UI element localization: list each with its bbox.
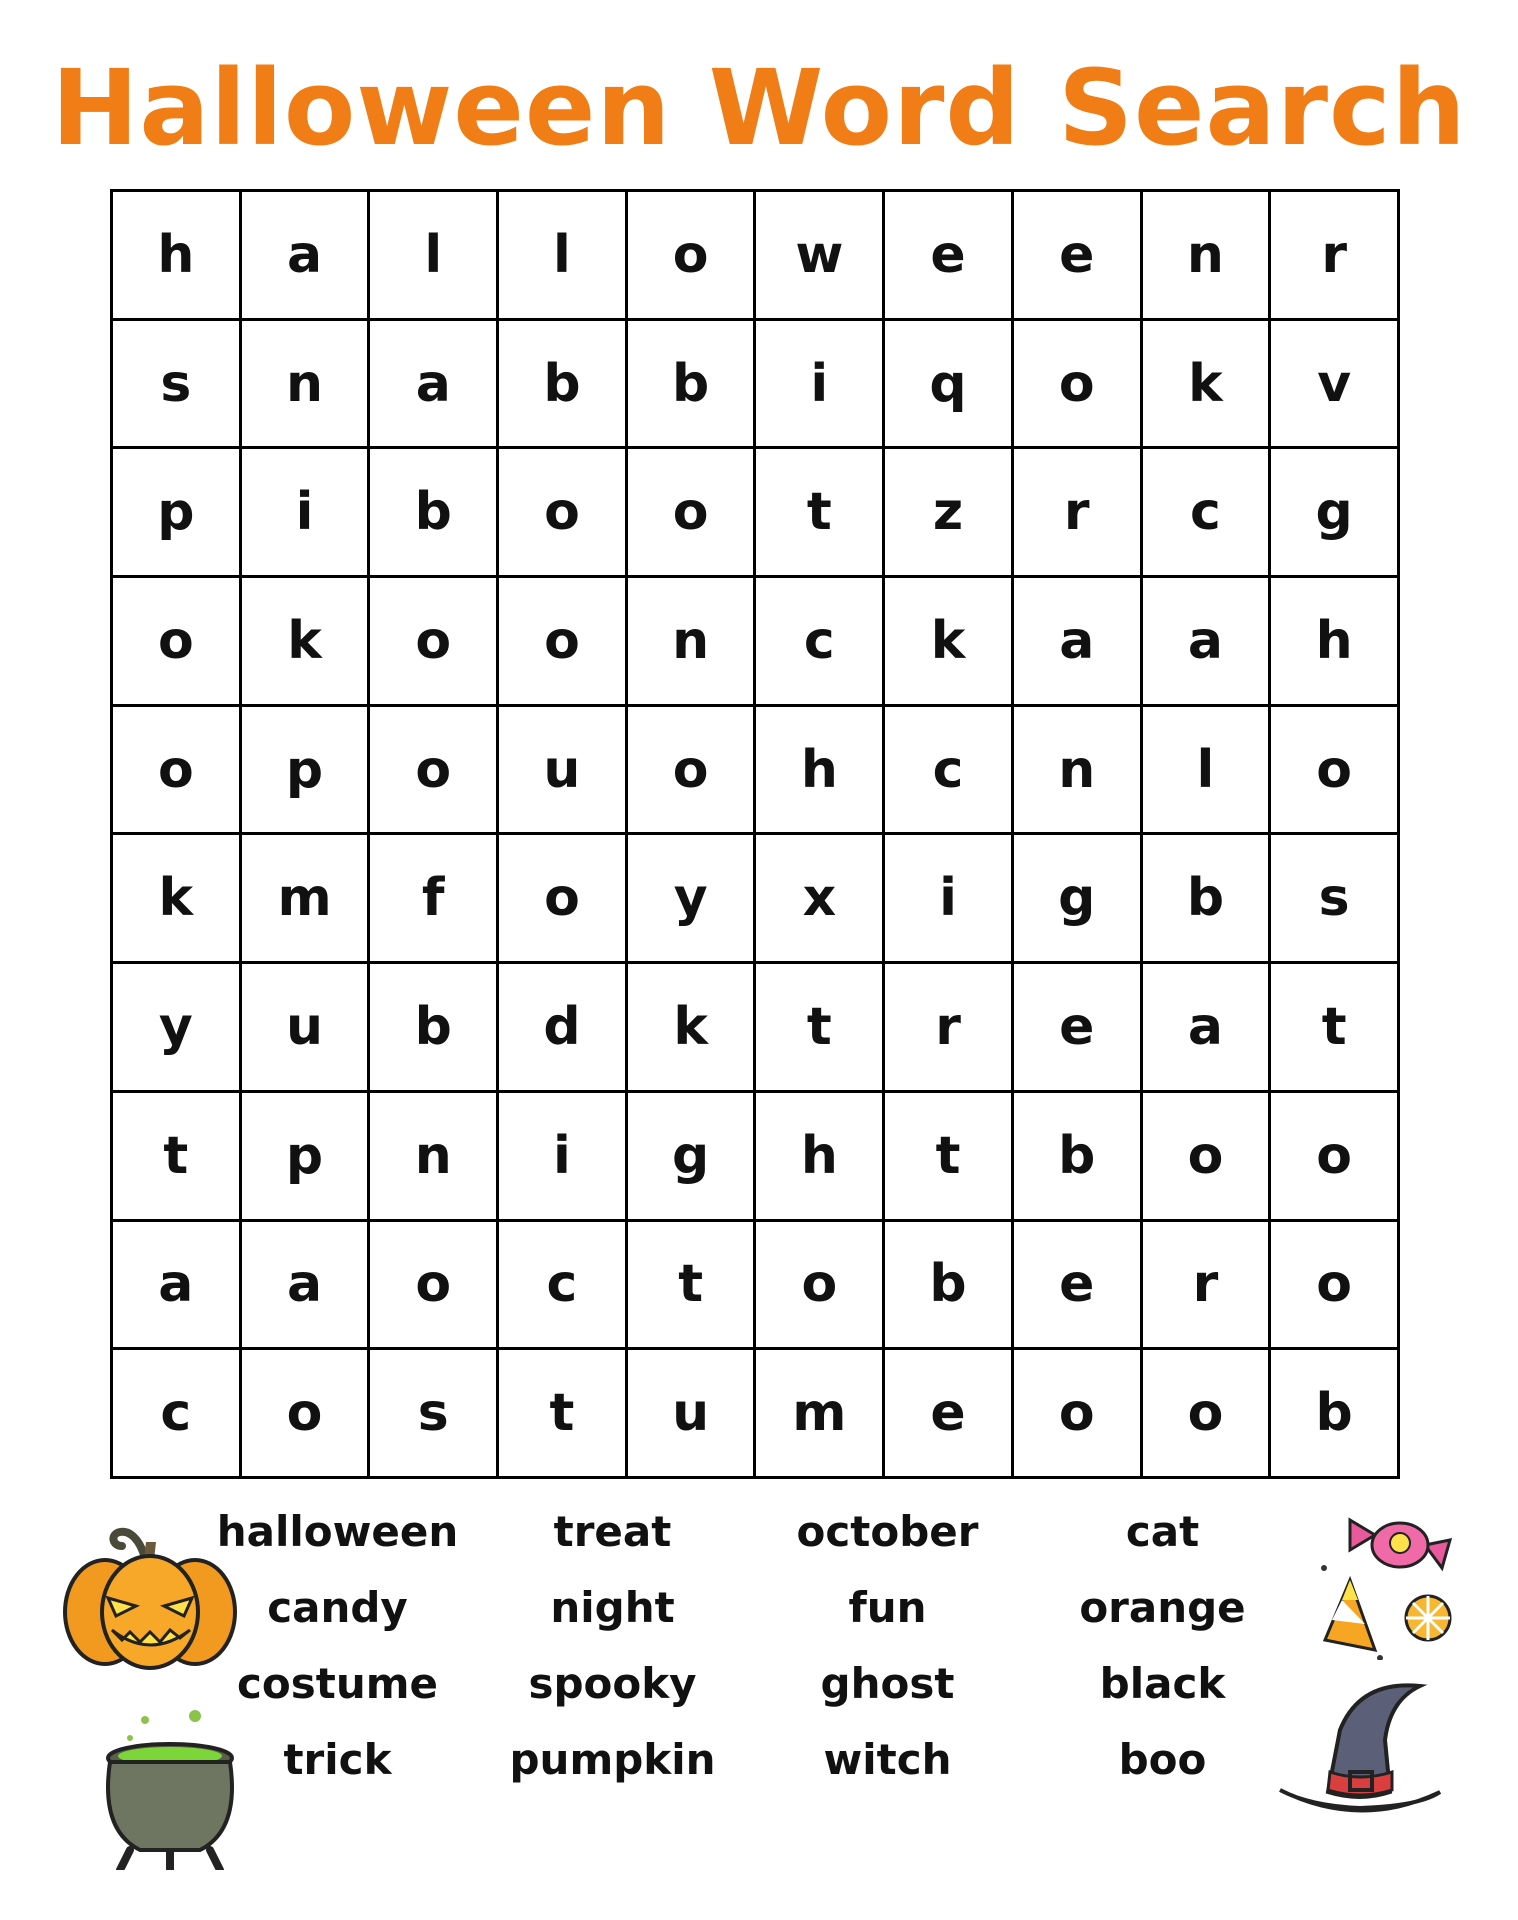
grid-cell[interactable]: t xyxy=(756,449,882,575)
grid-cell[interactable]: t xyxy=(756,964,882,1090)
grid-cell[interactable]: q xyxy=(885,321,1011,447)
grid-cell[interactable]: k xyxy=(113,835,239,961)
grid-cell[interactable]: o xyxy=(370,707,496,833)
grid-cell[interactable]: e xyxy=(1014,964,1140,1090)
grid-cell[interactable]: h xyxy=(113,192,239,318)
word-list-item: halloween xyxy=(216,1507,459,1556)
grid-cell[interactable]: h xyxy=(1271,578,1397,704)
word-list-item: orange xyxy=(1079,1583,1246,1632)
word-list-item: night xyxy=(550,1583,675,1632)
grid-cell[interactable]: b xyxy=(499,321,625,447)
grid-cell[interactable]: o xyxy=(242,1350,368,1476)
grid-cell[interactable]: w xyxy=(756,192,882,318)
grid-cell[interactable]: k xyxy=(1143,321,1269,447)
grid-cell[interactable]: a xyxy=(370,321,496,447)
grid-cell[interactable]: k xyxy=(628,964,754,1090)
grid-cell[interactable]: b xyxy=(1014,1093,1140,1219)
grid-cell[interactable]: a xyxy=(242,192,368,318)
word-list-item: ghost xyxy=(820,1659,955,1708)
grid-cell[interactable]: c xyxy=(113,1350,239,1476)
grid-cell[interactable]: n xyxy=(628,578,754,704)
grid-cell[interactable]: e xyxy=(1014,1222,1140,1348)
grid-cell[interactable]: o xyxy=(756,1222,882,1348)
grid-cell[interactable]: l xyxy=(370,192,496,318)
grid-cell[interactable]: x xyxy=(756,835,882,961)
grid-cell[interactable]: b xyxy=(370,449,496,575)
grid-cell[interactable]: p xyxy=(242,1093,368,1219)
word-list-item: black xyxy=(1099,1659,1226,1708)
grid-cell[interactable]: r xyxy=(1271,192,1397,318)
grid-cell[interactable]: t xyxy=(885,1093,1011,1219)
grid-cell[interactable]: k xyxy=(885,578,1011,704)
grid-cell[interactable]: c xyxy=(499,1222,625,1348)
grid-cell[interactable]: o xyxy=(499,835,625,961)
grid-cell[interactable]: c xyxy=(885,707,1011,833)
grid-cell[interactable]: t xyxy=(1271,964,1397,1090)
grid-cell[interactable]: u xyxy=(242,964,368,1090)
grid-cell[interactable]: b xyxy=(885,1222,1011,1348)
grid-cell[interactable]: o xyxy=(499,578,625,704)
word-list xyxy=(200,1505,1300,1787)
witch-hat-icon xyxy=(1270,1680,1450,1830)
grid-cell[interactable]: e xyxy=(885,1350,1011,1476)
grid-cell[interactable]: o xyxy=(1271,707,1397,833)
grid-cell[interactable]: s xyxy=(113,321,239,447)
grid-cell[interactable]: l xyxy=(1143,707,1269,833)
grid-cell[interactable]: c xyxy=(756,578,882,704)
grid-cell[interactable]: b xyxy=(1271,1350,1397,1476)
grid-cell[interactable]: a xyxy=(113,1222,239,1348)
word-list-item: pumpkin xyxy=(509,1735,716,1784)
grid-cell[interactable]: i xyxy=(242,449,368,575)
grid-cell[interactable]: g xyxy=(628,1093,754,1219)
grid-cell[interactable]: p xyxy=(242,707,368,833)
grid-cell[interactable]: r xyxy=(885,964,1011,1090)
grid-cell[interactable]: b xyxy=(1143,835,1269,961)
word-list-item: cat xyxy=(1125,1507,1200,1556)
word-list-item: witch xyxy=(823,1735,952,1784)
grid-cell[interactable]: n xyxy=(242,321,368,447)
grid-cell[interactable]: s xyxy=(1271,835,1397,961)
grid-cell[interactable]: o xyxy=(113,578,239,704)
grid-cell[interactable]: t xyxy=(113,1093,239,1219)
grid-cell[interactable]: h xyxy=(756,1093,882,1219)
grid-cell[interactable]: o xyxy=(1271,1222,1397,1348)
grid-cell[interactable]: g xyxy=(1271,449,1397,575)
grid-cell[interactable]: o xyxy=(628,707,754,833)
grid-cell[interactable]: o xyxy=(1014,321,1140,447)
grid-cell[interactable]: r xyxy=(1143,1222,1269,1348)
grid-cell[interactable]: f xyxy=(370,835,496,961)
grid-cell[interactable]: o xyxy=(499,449,625,575)
grid-cell[interactable]: t xyxy=(628,1222,754,1348)
grid-cell[interactable]: p xyxy=(113,449,239,575)
word-list-item: october xyxy=(796,1507,979,1556)
grid-cell[interactable]: a xyxy=(1143,964,1269,1090)
grid-cell[interactable]: u xyxy=(628,1350,754,1476)
word-list-item: fun xyxy=(848,1583,927,1632)
grid-cell[interactable]: b xyxy=(370,964,496,1090)
grid-cell[interactable]: o xyxy=(628,192,754,318)
grid-cell[interactable]: o xyxy=(370,1222,496,1348)
grid-cell[interactable]: u xyxy=(499,707,625,833)
grid-cell[interactable]: n xyxy=(1143,192,1269,318)
candy-icon xyxy=(1320,1500,1470,1660)
word-list-item: treat xyxy=(553,1507,672,1556)
grid-cell[interactable]: l xyxy=(499,192,625,318)
grid-cell[interactable]: m xyxy=(756,1350,882,1476)
grid-cell[interactable]: o xyxy=(628,449,754,575)
word-list-item: spooky xyxy=(528,1659,697,1708)
grid-cell[interactable]: o xyxy=(1271,1093,1397,1219)
grid-cell[interactable]: s xyxy=(370,1350,496,1476)
grid-cell[interactable]: a xyxy=(242,1222,368,1348)
word-list-item: costume xyxy=(237,1659,438,1708)
grid-cell[interactable]: t xyxy=(499,1350,625,1476)
grid-cell[interactable]: i xyxy=(756,321,882,447)
grid-cell[interactable]: n xyxy=(370,1093,496,1219)
grid-cell[interactable]: d xyxy=(499,964,625,1090)
grid-cell[interactable]: o xyxy=(1143,1350,1269,1476)
grid-cell[interactable]: i xyxy=(885,835,1011,961)
cauldron-icon xyxy=(100,1710,250,1870)
grid-cell[interactable]: m xyxy=(242,835,368,961)
word-list-item: trick xyxy=(283,1735,392,1784)
grid-cell[interactable]: o xyxy=(1143,1093,1269,1219)
grid-cell[interactable]: g xyxy=(1014,835,1140,961)
page-title: Halloween Word Search xyxy=(51,47,1467,169)
grid-cell[interactable]: e xyxy=(885,192,1011,318)
grid-cell[interactable]: o xyxy=(113,707,239,833)
grid-cell[interactable]: k xyxy=(242,578,368,704)
grid-cell[interactable]: a xyxy=(1014,578,1140,704)
grid-cell[interactable]: n xyxy=(1014,707,1140,833)
pumpkin-icon xyxy=(60,1520,240,1680)
word-list-item: candy xyxy=(267,1583,408,1632)
grid-cell[interactable]: z xyxy=(885,449,1011,575)
grid-cell[interactable]: y xyxy=(628,835,754,961)
grid-cell[interactable]: r xyxy=(1014,449,1140,575)
grid-cell[interactable]: v xyxy=(1271,321,1397,447)
word-list-item: boo xyxy=(1118,1735,1207,1784)
grid-cell[interactable]: a xyxy=(1143,578,1269,704)
grid-cell[interactable]: e xyxy=(1014,192,1140,318)
grid-cell[interactable]: b xyxy=(628,321,754,447)
grid-cell[interactable]: o xyxy=(1014,1350,1140,1476)
grid-cell[interactable]: i xyxy=(499,1093,625,1219)
grid-cell[interactable]: c xyxy=(1143,449,1269,575)
grid-cell[interactable]: o xyxy=(370,578,496,704)
letter-grid xyxy=(110,189,1400,1479)
grid-cell[interactable]: h xyxy=(756,707,882,833)
grid-cell[interactable]: y xyxy=(113,964,239,1090)
